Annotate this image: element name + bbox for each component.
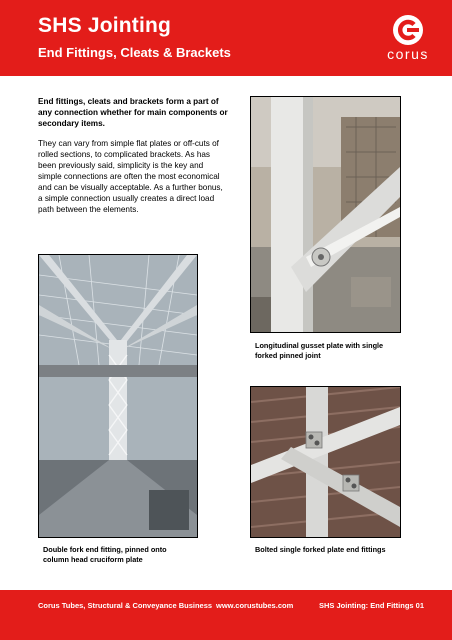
logo-wordmark: corus	[387, 46, 429, 62]
photo-double-fork	[38, 254, 198, 538]
header-banner	[0, 0, 452, 76]
photo-bolted-forked	[250, 386, 401, 538]
intro-body: They can vary from simple flat plates or off-cuts of rolled sections, to complicated brackets. As has been previously said, simplicity is the key and simple connections are often the most economical and can be visually acceptable. As a further bonus, a simple connection usually creates a direct load path between the elements.	[38, 139, 223, 214]
caption-double-fork: Double fork end fitting, pinned onto column head cruciform plate	[43, 545, 167, 564]
bolted-forked-image	[251, 387, 400, 537]
intro-text	[38, 96, 228, 215]
footer-company: Corus Tubes, Structural & Conveyance Business	[38, 601, 213, 610]
corus-logo-icon	[392, 14, 424, 46]
caption-gusset-plate: Longitudinal gusset plate with single forked pinned joint	[255, 341, 384, 360]
page-subtitle: End Fittings, Cleats & Brackets	[38, 45, 231, 60]
intro-lead: End fittings, cleats and brackets form a part of any connection whether for main components or secondary items.	[38, 97, 228, 128]
footer-website[interactable]: www.corustubes.com	[216, 601, 294, 610]
gusset-plate-image	[251, 97, 400, 332]
photo-gusset-plate	[250, 96, 401, 333]
footer-page-ref: SHS Jointing: End Fittings 01	[319, 601, 424, 610]
page-title: SHS Jointing	[38, 14, 172, 37]
corus-logo	[380, 14, 436, 66]
footer-banner	[0, 590, 452, 640]
double-fork-image	[39, 255, 197, 537]
caption-bolted-forked: Bolted single forked plate end fittings	[255, 545, 386, 554]
